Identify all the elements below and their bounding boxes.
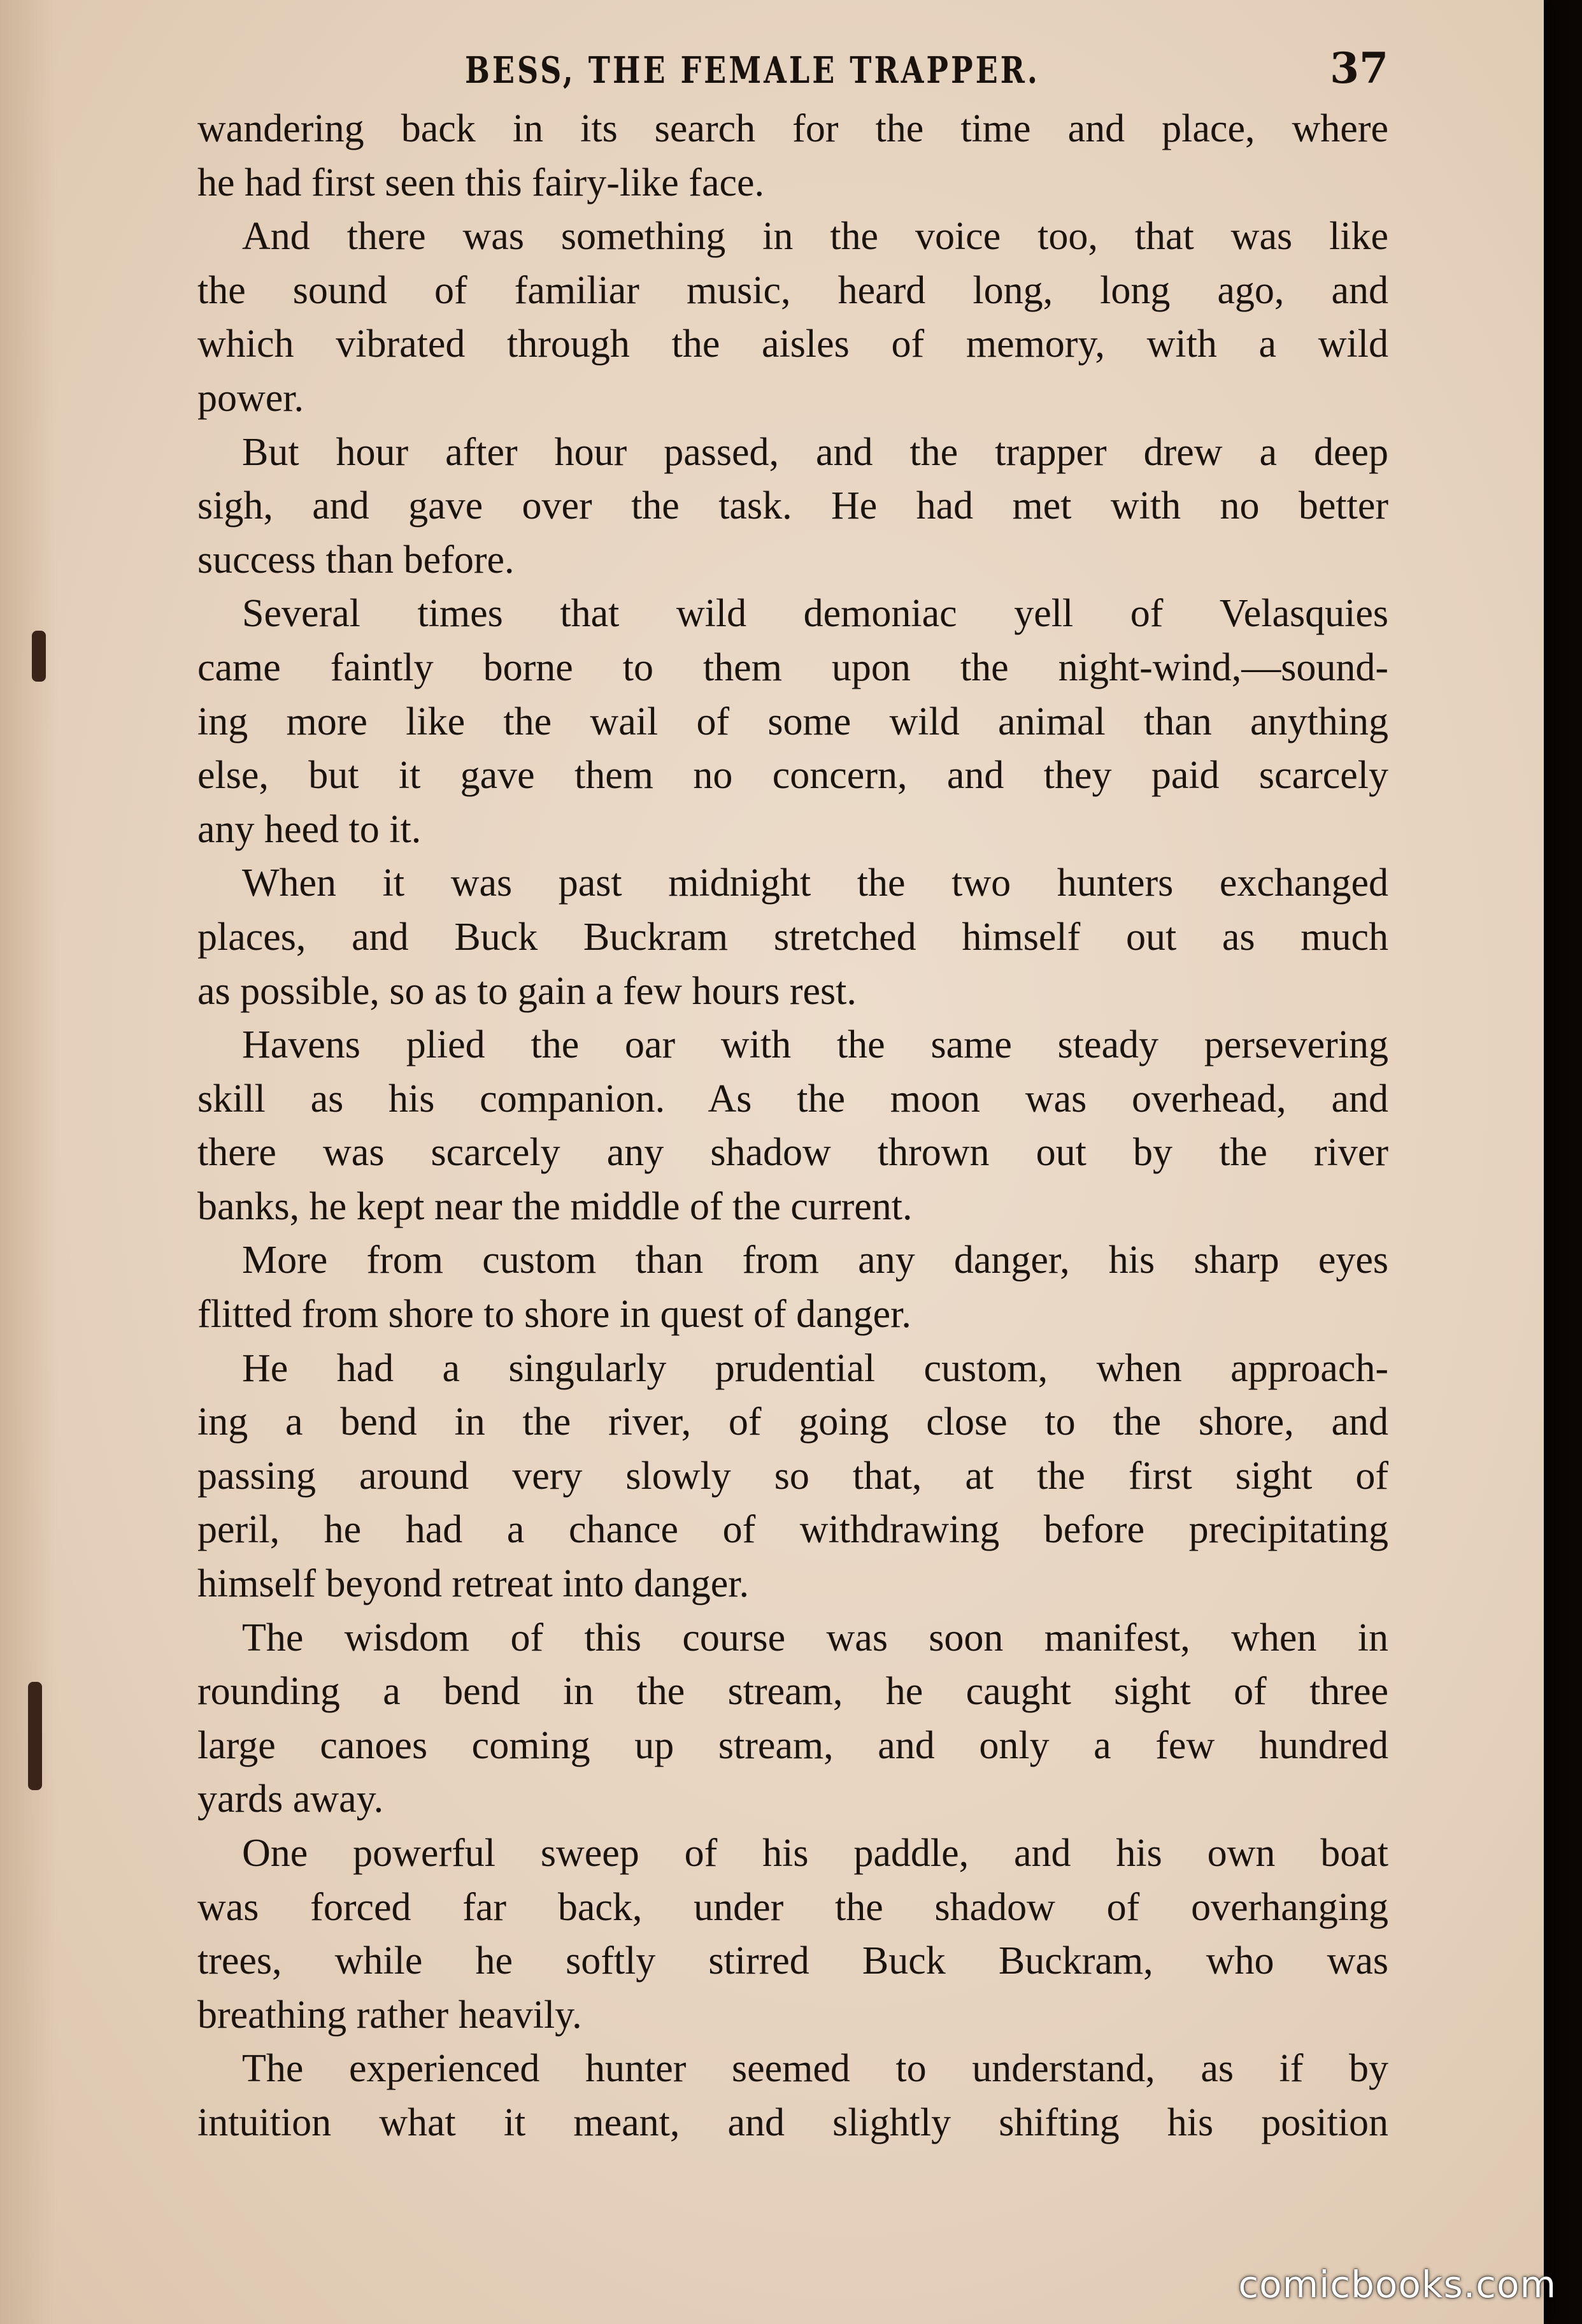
text-line: himself beyond retreat into danger. [197,1562,750,1606]
text-line: He had a singularly prudential custom, when approach- [242,1346,1388,1390]
text-line: else, but it gave them no concern, and they paid scarcely [197,754,1388,798]
text-line: passing around very slowly so that, at the first sight of [197,1454,1388,1498]
text-line: breathing rather heavily. [197,1993,582,2037]
text-line: there was scarcely any shadow thrown out by the river [197,1131,1388,1175]
text-line: which vibrated through the aisles of memory, with a wild [197,322,1388,366]
text-line: success than before. [197,538,515,582]
text-line: places, and Buck Buckram stretched himself out as much [197,915,1388,959]
body-text [197,102,1388,2150]
text-line: peril, he had a chance of withdrawing before precipitating [197,1508,1388,1552]
running-title: BESS, THE FEMALE TRAPPER. [465,48,1040,92]
text-line: flitted from shore to shore in quest of danger. [197,1293,911,1337]
text-line: wandering back in its search for the time and place, where [197,107,1388,150]
text-line: And there was something in the voice too, that was like [242,215,1388,259]
text-line: But hour after hour passed, and the trapper drew a deep [242,430,1388,474]
text-line: sigh, and gave over the task. He had met with no better [197,484,1388,528]
page-binding-edge [0,0,57,2324]
text-line: power. [197,376,304,420]
text-line: as possible, so as to gain a few hours rest. [197,969,857,1013]
text-line: The wisdom of this course was soon manifest, when in [242,1616,1388,1660]
text-line: The experienced hunter seemed to understand, as if by [242,2047,1388,2091]
text-line: rounding a bend in the stream, he caught sight of three [197,1670,1388,1714]
text-line: intuition what it meant, and slightly shifting his position [197,2100,1388,2144]
text-line: yards away. [197,1777,384,1821]
staple-hole-bottom [28,1682,42,1790]
text-line: When it was past midnight the two hunters exchanged [242,861,1388,905]
staple-hole-top [32,631,46,682]
text-line: One powerful sweep of his paddle, and his own boat [242,1832,1388,1875]
text-line: any heed to it. [197,807,422,851]
text-line: ing a bend in the river, of going close to the shore, and [197,1400,1388,1444]
text-line: Several times that wild demoniac yell of Velasquies [242,592,1388,636]
text-line: the sound of familiar music, heard long, long ago, and [197,268,1388,312]
page-number: 37 [1330,43,1388,93]
watermark: comicbooks.com [1238,2263,1557,2306]
text-line: he had first seen this fairy-like face. [197,161,765,204]
text-line: was forced far back, under the shadow of overhanging [197,1885,1388,1929]
text-line: ing more like the wail of some wild animal than anything [197,699,1388,743]
text-line: trees, while he softly stirred Buck Buckram, who was [197,1939,1388,1983]
text-line: banks, he kept near the middle of the current. [197,1184,913,1228]
text-line: Havens plied the oar with the same steady persevering [242,1023,1388,1067]
text-line: More from custom than from any danger, his sharp eyes [242,1238,1388,1282]
text-line: came faintly borne to them upon the night-wind,—sound- [197,645,1388,689]
text-line: skill as his companion. As the moon was overhead, and [197,1077,1388,1121]
text-line: large canoes coming up stream, and only a few hundred [197,1723,1388,1767]
